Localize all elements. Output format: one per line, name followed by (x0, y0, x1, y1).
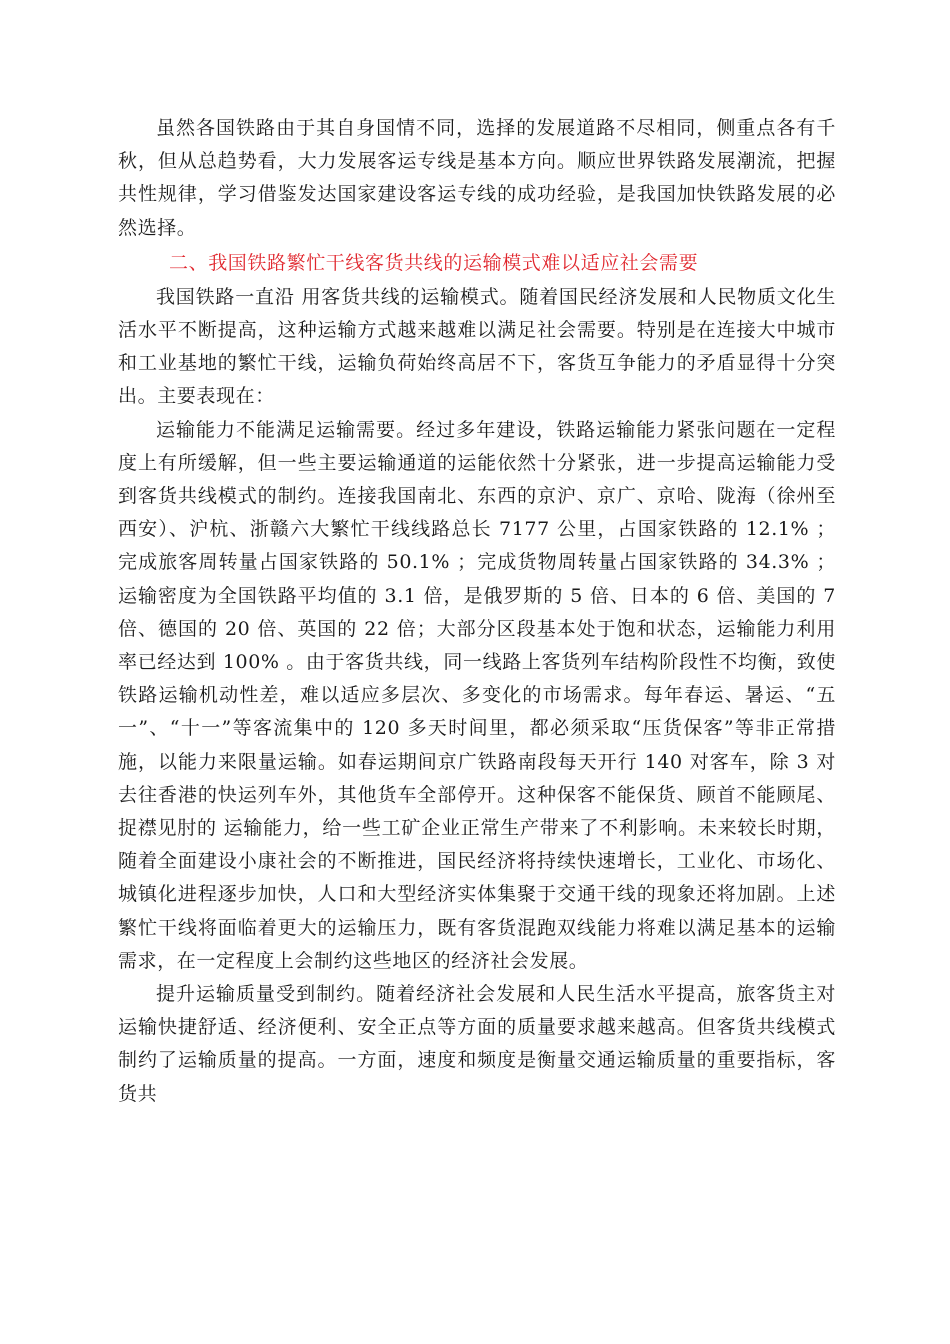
paragraph-capacity: 运输能力不能满足运输需要。经过多年建设，铁路运输能力紧张问题在一定程度上有所缓解，但一些主要运输通道的运能依然十分紧张，进一步提高运输能力受到客货共线模式的制约。连接我国南北、东西的京沪、京广、京哈、陇海（徐州至西安）、沪杭、浙赣六大繁忙干线线路总长 7177 公里，占国家铁路的 12.1% ；完成旅客周转量占国家铁路的 50.1% ；完成货物周转量占国家铁路的 34.3% ；运输密度为全国铁路平均值的 3.1 倍，是俄罗斯的 5 倍、日本的 6 倍、美国的 7 倍、德国的 20 倍、英国的 22 倍；大部分区段基本处于饱和状态，运输能力利用率已经达到 100% 。由于客货共线，同一线路上客货列车结构阶段性不均衡，致使铁路运输机动性差，难以适应多层次、多变化的市场需求。每年春运、暑运、“五一”、“十一”等客流集中的 120 多天时间里，都必须采取“压货保客”等非正常措施，以能力来限量运输。如春运期间京广铁路南段每天开行 140 对客车，除 3 对去往香港的快运列车外，其他货车全部停开。这种保客不能保货、顾首不能顾尾、捉襟见肘的 运输能力，给一些工矿企业正常生产带来了不利影响。未来较长时期，随着全面建设小康社会的不断推进，国民经济将持续快速增长，工业化、市场化、城镇化进程逐步加快，人口和大型经济实体集聚于交通干线的现象还将加剧。上述繁忙干线将面临着更大的运输压力，既有客货混跑双线能力将难以满足基本的运输需求，在一定程度上会制约这些地区的经济社会发展。 (118, 418, 836, 972)
paragraph-development-direction: 虽然各国铁路由于其自身国情不同，选择的发展道路不尽相同，侧重点各有千秋，但从总趋势看，大力发展客运专线是基本方向。顺应世界铁路发展潮流，把握共性规律，学习借鉴发达国家建设客运专线的成功经验，是我国加快铁路发展的必然选择。 (118, 117, 836, 239)
document-page (118, 112, 836, 1111)
paragraph-quality: 提升运输质量受到制约。随着经济社会发展和人民生活水平提高，旅客货主对运输快捷舒适、经济便利、安全正点等方面的质量要求越来越高。但客货共线模式制约了运输质量的提高。一方面，速度和频度是衡量交通运输质量的重要指标，客货共 (118, 983, 836, 1105)
paragraph-transport-mode: 我国铁路一直沿 用客货共线的运输模式。随着国民经济发展和人民物质文化生活水平不断提高，这种运输方式越来越难以满足社会需要。特别是在连接大中城市和工业基地的繁忙干线，运输负荷始终高居不下，客货互争能力的矛盾显得十分突出。主要表现在： (118, 285, 836, 408)
section-heading: 二、我国铁路繁忙干线客货共线的运输模式难以适应社会需要 (169, 251, 699, 274)
